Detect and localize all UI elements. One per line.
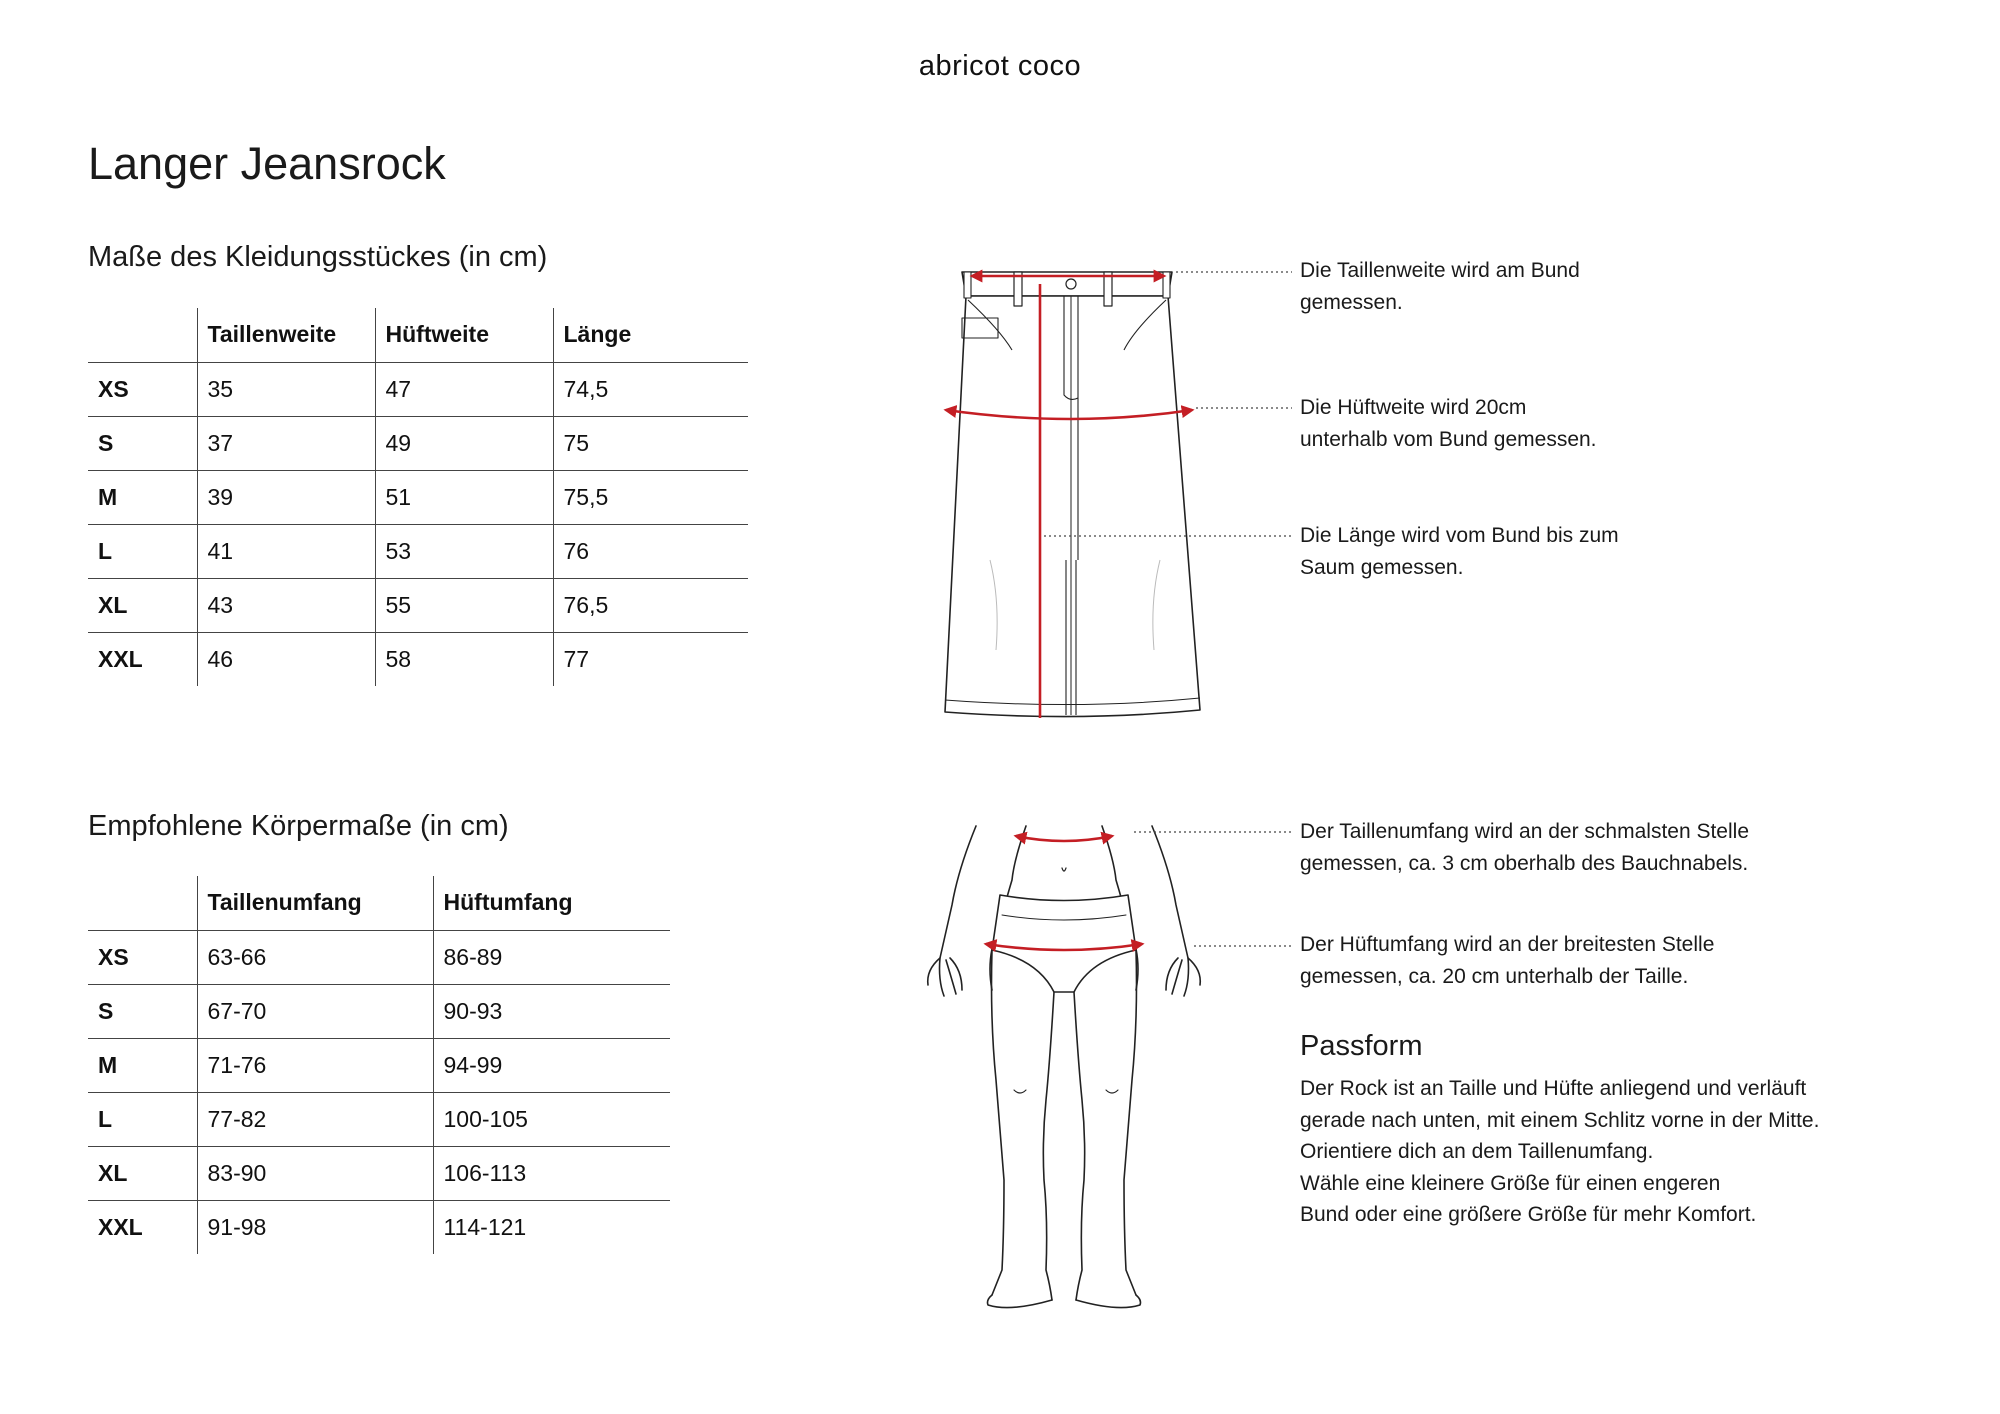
- size-label: XS: [88, 930, 197, 984]
- table-cell: 114-121: [433, 1200, 670, 1254]
- size-label: XXL: [98, 645, 143, 672]
- fit-heading: Passform: [1300, 1030, 1423, 1062]
- table-cell: 41: [197, 524, 375, 578]
- table-cell: 86-89: [433, 930, 670, 984]
- size-label: XXL: [98, 1213, 143, 1240]
- table-cell: 94-99: [433, 1038, 670, 1092]
- size-label: XL: [88, 578, 197, 632]
- body-measurements-heading: Empfohlene Körpermaße (in cm): [88, 810, 509, 842]
- body-waist-note: [1300, 816, 1940, 880]
- table-cell: 37: [197, 416, 375, 470]
- column-header-hueftweite: Hüftweite: [375, 308, 553, 362]
- garment-measurements-heading: Maße des Kleidungsstückes (in cm): [88, 241, 548, 273]
- note-line: gemessen, ca. 20 cm unterhalb der Taille.: [1300, 965, 1689, 988]
- table-cell: 47: [375, 362, 553, 416]
- fit-line: Orientiere dich an dem Taillenumfang.: [1300, 1140, 1654, 1163]
- table-cell: 75: [553, 416, 748, 470]
- table-cell: 77-82: [197, 1092, 433, 1146]
- size-label: S: [88, 416, 197, 470]
- note-line: Die Taillenweite wird am Bund: [1300, 259, 1580, 282]
- size-label: S: [88, 984, 197, 1038]
- skirt-illustration: [945, 272, 1200, 717]
- body-leader-lines: [1134, 832, 1292, 946]
- note-line: gemessen.: [1300, 291, 1403, 314]
- note-line: Die Länge wird vom Bund bis zum: [1300, 524, 1619, 547]
- table-cell: 77: [553, 632, 748, 686]
- note-line: Der Hüftumfang wird an der breitesten Stelle: [1300, 933, 1715, 956]
- size-label: XS: [88, 362, 197, 416]
- note-line: Saum gemessen.: [1300, 556, 1464, 579]
- table-cell: 91-98: [197, 1200, 433, 1254]
- column-header-taillenweite: Taillenweite: [197, 308, 375, 362]
- table-cell: 67-70: [197, 984, 433, 1038]
- garment-length-note: [1300, 520, 1940, 584]
- table-cell: 100-105: [433, 1092, 670, 1146]
- table-cell: 53: [375, 524, 553, 578]
- page-title: Langer Jeansrock: [88, 138, 446, 189]
- table-cell: 76: [553, 524, 748, 578]
- fit-line: Bund oder eine größere Größe für mehr Komfort.: [1300, 1203, 1757, 1226]
- table-cell: 106-113: [433, 1146, 670, 1200]
- garment-waist-note: [1300, 255, 1940, 319]
- brand-logo: abricot coco: [918, 50, 1082, 82]
- column-header-taillenumfang: Taillenumfang: [197, 876, 433, 930]
- table-cell: 75,5: [553, 470, 748, 524]
- fit-description: [1300, 1073, 1960, 1231]
- size-label: M: [88, 470, 197, 524]
- note-line: Der Taillenumfang wird an der schmalsten Stelle: [1300, 820, 1749, 843]
- body-hip-note: [1300, 929, 1940, 993]
- table-cell: 76,5: [553, 578, 748, 632]
- column-header-laenge: Länge: [553, 308, 748, 362]
- table-cell: 51: [375, 470, 553, 524]
- table-cell: 58: [375, 632, 553, 686]
- size-label: M: [88, 1038, 197, 1092]
- table-cell: 43: [197, 578, 375, 632]
- table-cell: 83-90: [197, 1146, 433, 1200]
- size-label: L: [88, 524, 197, 578]
- note-line: Die Hüftweite wird 20cm: [1300, 396, 1527, 419]
- fit-line: Der Rock ist an Taille und Hüfte anliegend und verläuft: [1300, 1077, 1807, 1100]
- table-cell: 49: [375, 416, 553, 470]
- table-cell: 63-66: [197, 930, 433, 984]
- table-cell: 46: [197, 632, 375, 686]
- note-line: gemessen, ca. 3 cm oberhalb des Bauchnabels.: [1300, 852, 1749, 875]
- fit-line: gerade nach unten, mit einem Schlitz vorne in der Mitte.: [1300, 1108, 1820, 1132]
- table-cell: 39: [197, 470, 375, 524]
- fit-line: Wähle eine kleinere Größe für einen engeren: [1300, 1171, 1721, 1195]
- table-cell: 74,5: [553, 362, 748, 416]
- table-cell: 90-93: [433, 984, 670, 1038]
- size-label: XL: [88, 1146, 197, 1200]
- table-cell: 55: [375, 578, 553, 632]
- body-illustration: [928, 826, 1201, 1308]
- garment-hip-note: [1300, 392, 1940, 456]
- note-line: unterhalb vom Bund gemessen.: [1300, 428, 1597, 451]
- table-cell: 35: [197, 362, 375, 416]
- table-cell: 71-76: [197, 1038, 433, 1092]
- size-label: L: [88, 1092, 197, 1146]
- column-header-hueftumfang: Hüftumfang: [433, 876, 670, 930]
